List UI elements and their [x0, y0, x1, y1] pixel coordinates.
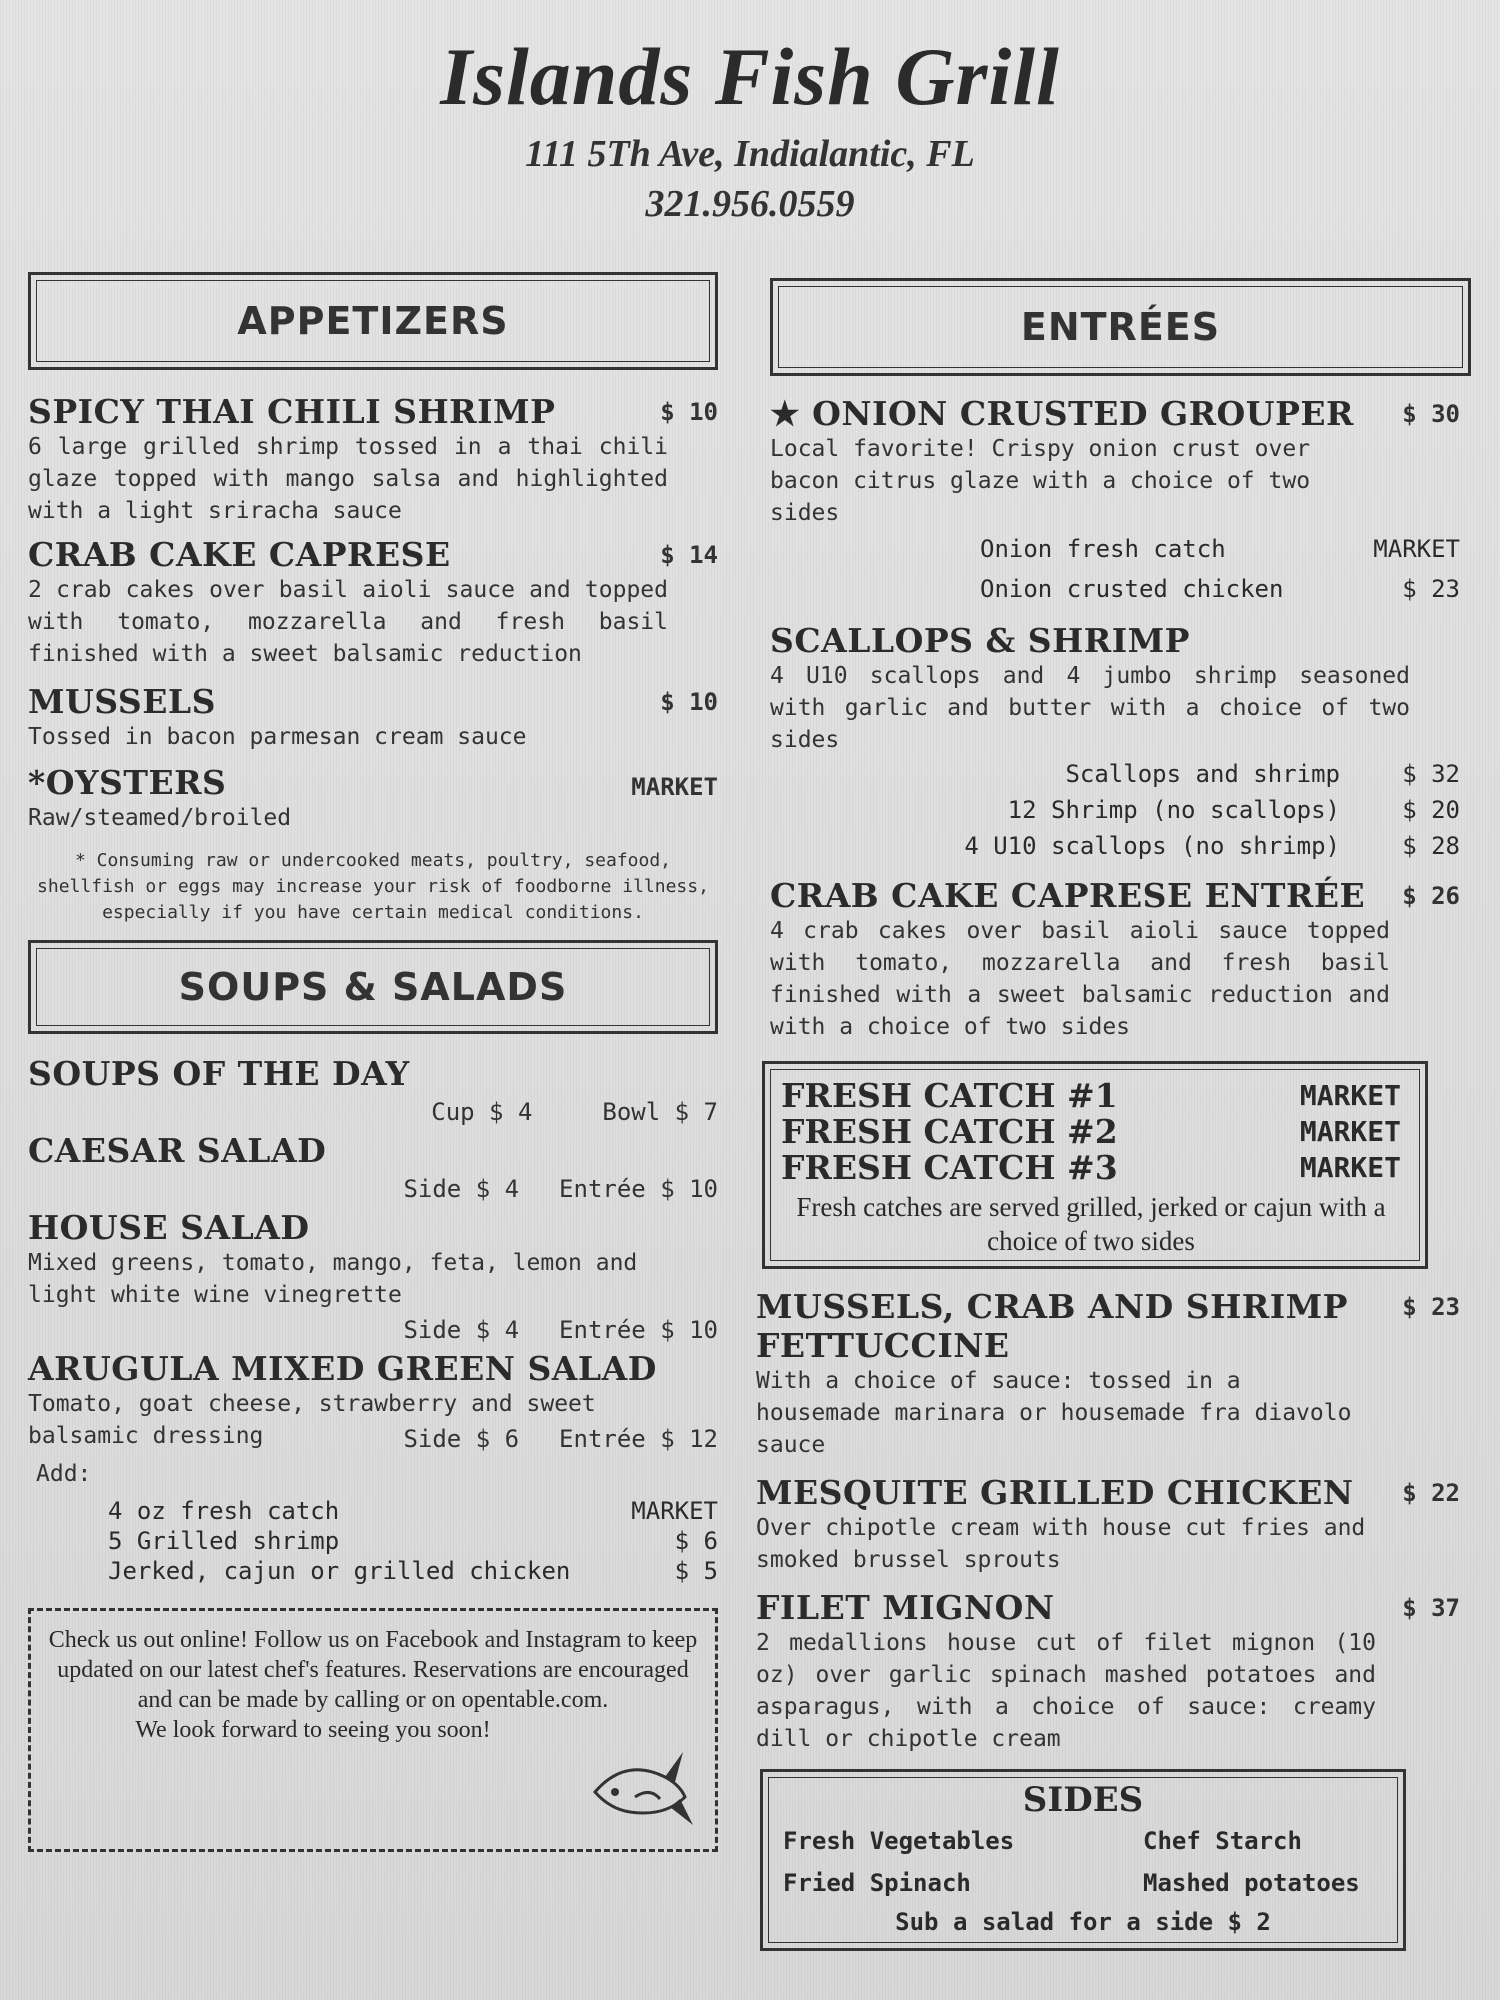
item-name: ARUGULA MIXED GREEN SALAD: [28, 1349, 657, 1388]
side-item: Chef Starch: [1143, 1827, 1302, 1855]
item-name: CRAB CAKE CAPRESE ENTRÉE: [770, 876, 1366, 915]
menu-item: [28, 1131, 718, 1208]
item-price: $ 23: [1402, 1293, 1460, 1321]
item-description: Mixed greens, tomato, mango, feta, lemon and light white wine vinegrette: [28, 1250, 638, 1308]
item-name: CRAB CAKE CAPRESE: [28, 535, 451, 574]
sides-box: [760, 1769, 1406, 1951]
menu-item: [28, 1208, 718, 1349]
appetizer-list: [28, 392, 718, 926]
menu-item: [28, 763, 718, 834]
fresh-catch-box: [762, 1061, 1428, 1269]
item-description: Over chipotle cream with house cut fries and smoked brussel sprouts: [756, 1515, 1366, 1573]
add-label: Add:: [36, 1461, 92, 1487]
sides-heading: SIDES: [1022, 1780, 1144, 1820]
sides-list: [783, 1820, 1383, 1904]
options-list: [940, 756, 1460, 864]
side-item: Fresh Vegetables: [783, 1827, 1015, 1855]
options-list: [980, 529, 1460, 609]
item-name: MUSSELS, CRAB AND SHRIMP: [756, 1287, 1348, 1326]
menu-header: [0, 30, 1500, 226]
sides-substitution: Sub a salad for a side $ 2: [895, 1908, 1271, 1936]
promo-text: Check us out online! Follow us on Facebook and Instagram to keep updated on our latest chef's features. Reservations are encouraged and can be made by calling or on opentable.com.: [48, 1627, 698, 1713]
menu-item: [28, 535, 718, 670]
item-description: 4 U10 scallops and 4 jumbo shrimp seasoned with garlic and butter with a choice of two sides: [770, 663, 1410, 753]
menu-item: [770, 394, 1460, 609]
menu-item: [28, 392, 718, 527]
item-name: MUSSELS: [28, 682, 216, 721]
soups-salads-list: [28, 1054, 718, 1586]
menu-item: [756, 1287, 1460, 1461]
add-ons-list: [108, 1496, 718, 1586]
star-icon: ★: [770, 394, 801, 433]
price-row: [28, 1093, 718, 1131]
menu-item: [28, 1349, 718, 1458]
menu-item: [770, 876, 1460, 1043]
item-name: SPICY THAI CHILI SHRIMP: [28, 392, 556, 431]
option-row: 12 Shrimp (no scallops) $ 20: [1007, 796, 1460, 824]
menu-item: [28, 682, 718, 753]
item-price: $ 37: [1402, 1594, 1460, 1622]
item-name-cont: FETTUCCINE: [756, 1326, 1010, 1365]
item-name: MESQUITE GRILLED CHICKEN: [756, 1473, 1354, 1512]
entree-list: [756, 394, 1460, 1951]
fresh-catch-row: FRESH CATCH #2 MARKET: [781, 1112, 1401, 1151]
menu-item: [756, 1473, 1460, 1576]
item-price: $ 22: [1402, 1479, 1460, 1507]
price-row: [28, 1311, 718, 1349]
entree-price: Entrée $ 10: [559, 1175, 718, 1203]
restaurant-address: 111 5Th Ave, Indialantic, FL: [525, 133, 975, 175]
item-description: 6 large grilled shrimp tossed in a thai chili glaze topped with mango salsa and highlighted with a light sriracha sauce: [28, 434, 668, 524]
fresh-catch-row: FRESH CATCH #3 MARKET: [781, 1148, 1401, 1187]
raw-food-warning: * Consuming raw or undercooked meats, poultry, seafood, shellfish or eggs may increase your risk of foodborne illness, especially if you have certain medical conditions.: [37, 850, 709, 923]
side-item: Fried Spinach: [783, 1869, 971, 1897]
item-price: $ 14: [660, 541, 718, 569]
item-name: FILET MIGNON: [756, 1588, 1055, 1627]
item-name: ★ ONION CRUSTED GROUPER: [770, 394, 1354, 433]
item-description: With a choice of sauce: tossed in a housemade marinara or housemade fra diavolo sauce: [756, 1368, 1352, 1458]
restaurant-phone: 321.956.0559: [645, 183, 855, 225]
menu-item: [770, 621, 1460, 864]
item-description: Tomato, goat cheese, strawberry and sweet balsamic dressing: [28, 1391, 596, 1449]
item-name: CAESAR SALAD: [28, 1131, 327, 1170]
price-row: [28, 1170, 718, 1208]
restaurant-name: Islands Fish Grill: [440, 31, 1060, 122]
item-description: Raw/steamed/broiled: [28, 805, 292, 831]
item-price: $ 10: [660, 398, 718, 426]
promo-box: [28, 1608, 718, 1852]
item-price: $ 10: [660, 688, 718, 716]
appetizers-heading: APPETIZERS: [28, 272, 718, 370]
item-price: $ 30: [1402, 400, 1460, 428]
option-row: Onion crusted chicken $ 23: [980, 575, 1460, 603]
right-column: [756, 278, 1475, 1951]
item-name: HOUSE SALAD: [28, 1208, 310, 1247]
item-name: SCALLOPS & SHRIMP: [770, 621, 1190, 660]
entree-price: Entrée $ 12: [559, 1425, 718, 1453]
side-price: Side $ 4: [403, 1175, 520, 1203]
side-price: Side $ 4: [403, 1316, 520, 1344]
item-name: *OYSTERS: [28, 763, 227, 802]
item-description: Tossed in bacon parmesan cream sauce: [28, 724, 527, 750]
entree-price: Entrée $ 10: [559, 1316, 718, 1344]
menu-item: [756, 1588, 1460, 1755]
fresh-catch-row: FRESH CATCH #1 MARKET: [781, 1076, 1401, 1115]
left-column: [28, 272, 718, 1852]
item-description: 4 crab cakes over basil aioli sauce topped with tomato, mozzarella and fresh basil finished with a sweet balsamic reduction and with a choice of two sides: [770, 918, 1390, 1040]
option-row: 4 U10 scallops (no shrimp) $ 28: [964, 832, 1460, 860]
add-on-item: 5 Grilled shrimp $ 6: [108, 1527, 718, 1555]
item-price: $ 26: [1402, 882, 1460, 910]
item-description: Local favorite! Crispy onion crust over bacon citrus glaze with a choice of two sides: [770, 436, 1311, 526]
cup-price: Cup $ 4: [431, 1098, 533, 1126]
add-on-item: Jerked, cajun or grilled chicken $ 5: [108, 1557, 718, 1585]
item-description: 2 crab cakes over basil aioli sauce and topped with tomato, mozzarella and fresh basil finished with a sweet balsamic reduction: [28, 577, 668, 667]
side-item: Mashed potatoes: [1143, 1869, 1360, 1897]
item-price: MARKET: [631, 773, 718, 801]
side-price: Side $ 6: [403, 1425, 520, 1453]
item-description: 2 medallions house cut of filet mignon (10 oz) over garlic spinach mashed potatoes and asparagus, with a choice of sauce: creamy dill or chipotle cream: [756, 1630, 1376, 1752]
option-row: Onion fresh catch MARKET: [980, 535, 1460, 563]
fresh-catch-note: Fresh catches are served grilled, jerked or cajun with a choice of two sides: [796, 1192, 1386, 1256]
promo-closing: We look forward to seeing you soon!: [135, 1717, 491, 1743]
soups-salads-heading: SOUPS & SALADS: [28, 940, 718, 1034]
item-name: SOUPS OF THE DAY: [28, 1054, 410, 1093]
add-on-item: 4 oz fresh catch MARKET: [108, 1497, 718, 1525]
bowl-price: Bowl $ 7: [602, 1098, 718, 1126]
fish-logo-icon: [585, 1737, 695, 1837]
menu-item: [28, 1054, 718, 1131]
entrees-heading: ENTRÉES: [770, 278, 1471, 376]
option-row: Scallops and shrimp $ 32: [1065, 760, 1460, 788]
